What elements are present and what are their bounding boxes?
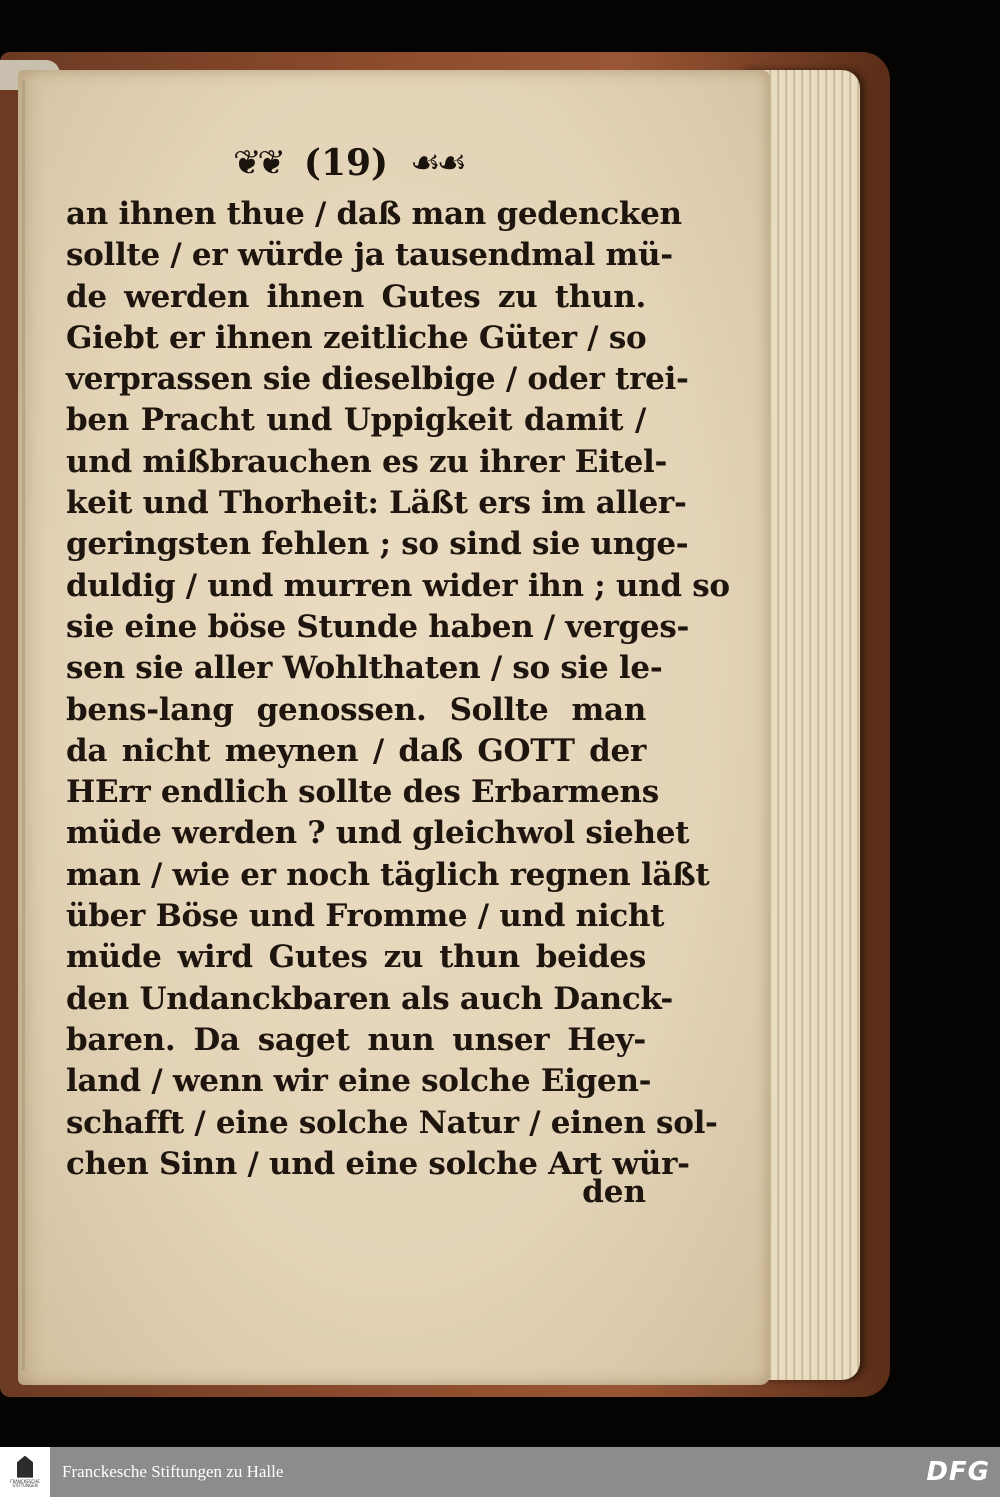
text-line: den Undanckbaren als auch Danck- — [66, 980, 673, 1017]
text-line: sie eine böse Stunde haben / verges- — [66, 608, 690, 645]
text-line: und mißbrauchen es zu ihrer Eitel- — [66, 443, 668, 480]
text-line: müde werden ? und gleichwol siehet — [66, 815, 690, 852]
text-line: chen Sinn / und eine solche Art wür- — [66, 1145, 690, 1182]
body-text — [66, 194, 730, 1185]
gutter — [22, 80, 25, 1370]
page-header — [198, 138, 498, 188]
text-line: man / wie er noch täglich regnen läßt — [66, 856, 710, 893]
catchword: den — [582, 1174, 646, 1210]
text-line: HErr endlich sollte des Erbarmens — [66, 774, 659, 811]
text-line: sollte / er würde ja tausendmal mü- — [66, 237, 673, 274]
text-line: bens-lang genossen. Sollte man — [66, 691, 646, 728]
text-line: duldig / und murren wider ihn ; und so — [66, 567, 730, 604]
text-line: baren. Da saget nun unser Hey- — [66, 1021, 646, 1058]
text-line: land / wenn wir eine solche Eigen- — [66, 1063, 652, 1100]
text-line: an ihnen thue / daß man gedencken — [66, 196, 682, 232]
footer-bar — [0, 1447, 1000, 1497]
ornament-left-icon: ❦❦ — [232, 143, 282, 183]
text-line: geringsten fehlen ; so sind sie unge- — [66, 526, 689, 563]
institution-logo[interactable] — [0, 1447, 50, 1497]
text-line: über Böse und Fromme / und nicht — [66, 898, 665, 935]
text-line: keit und Thorheit: Läßt ers im aller- — [66, 485, 687, 522]
text-line: de werden ihnen Gutes zu thun. — [66, 278, 646, 315]
text-line: müde wird Gutes zu thun beides — [66, 939, 646, 976]
page-number: (19) — [303, 142, 389, 184]
text-line: schafft / eine solche Natur / einen sol- — [66, 1104, 718, 1141]
text-line: verprassen sie dieselbige / oder trei- — [66, 361, 689, 398]
ornament-right-icon: ☙☙ — [410, 143, 464, 183]
institution-name[interactable]: Franckesche Stiftungen zu Halle — [62, 1462, 284, 1481]
text-line: sen sie aller Wohlthaten / so sie le- — [66, 650, 663, 687]
logo-text: FRANCKESCHE STIFTUNGEN — [10, 1478, 40, 1488]
building-icon — [17, 1456, 33, 1478]
book-page — [18, 70, 770, 1385]
text-line: Giebt er ihnen zeitliche Güter / so — [66, 319, 647, 356]
text-line: da nicht meynen / daß GOTT der — [66, 732, 646, 769]
text-line: ben Pracht und Uppigkeit damit / — [66, 402, 646, 439]
dfg-logo[interactable]: DFG — [926, 1457, 990, 1487]
